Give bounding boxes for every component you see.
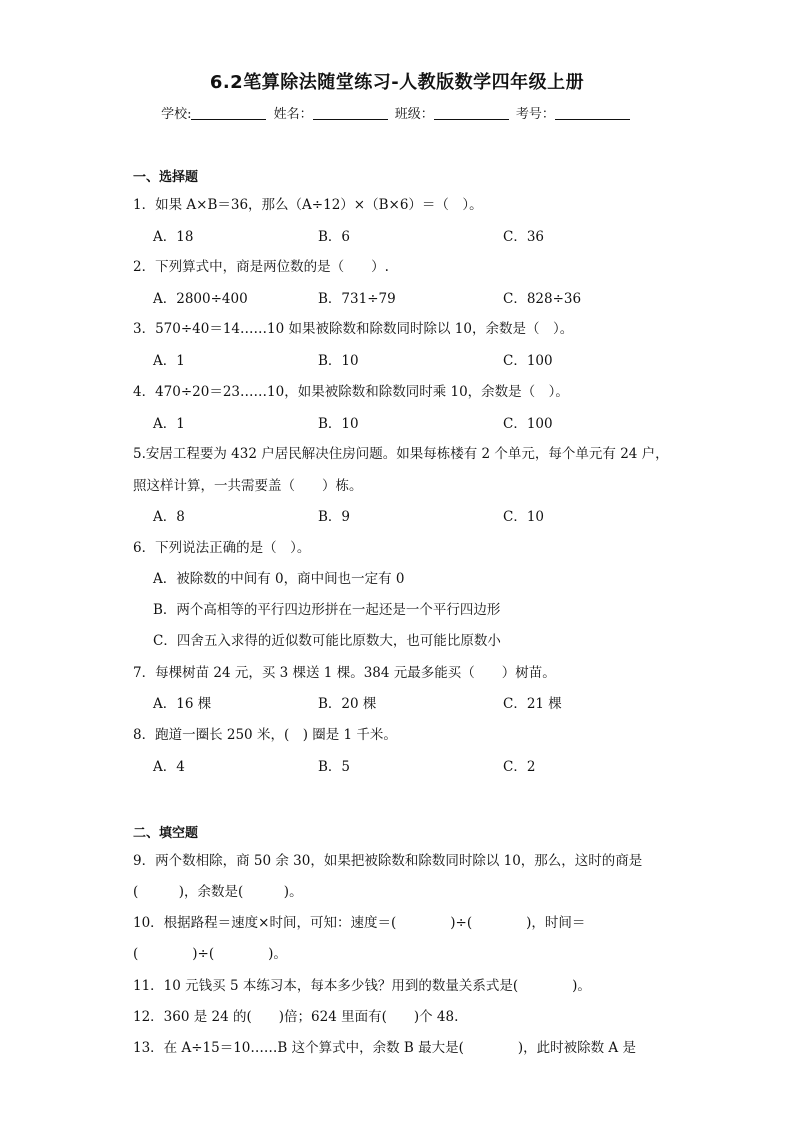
class-blank[interactable] — [434, 106, 509, 120]
q7-option-c: C．21 棵 — [503, 696, 562, 712]
q2-option-b: B．731÷79 — [318, 291, 396, 307]
student-info-row — [0, 103, 794, 122]
q3-option-c: C．100 — [503, 353, 553, 369]
section-heading-choice: 一、选择题 — [133, 170, 199, 185]
q7-option-a: A．16 棵 — [153, 696, 212, 712]
q4-option-a: A．1 — [153, 416, 185, 432]
question-5-line-2: 照这样计算，一共需要盖（ ）栋。 — [133, 478, 363, 494]
question-6: 6．下列说法正确的是（ ）。 — [133, 540, 311, 556]
question-9-line-1: 9．两个数相除，商 50 余 30，如果把被除数和除数同时除以 10，那么，这时的商是 — [133, 853, 643, 869]
q6-option-a: A．被除数的中间有 0，商中间也一定有 0 — [153, 571, 405, 587]
question-10-line-1: 10．根据路程＝速度×时间，可知：速度＝( )÷( )，时间＝ — [133, 915, 586, 931]
school-blank[interactable] — [191, 106, 266, 120]
question-8: 8．跑道一圈长 250 米，( ) 圈是 1 千米。 — [133, 727, 397, 743]
section-heading-fill-in: 二、填空题 — [133, 826, 199, 841]
question-10-line-2: ( )÷( )。 — [133, 946, 287, 962]
q1-option-b: B．6 — [318, 229, 351, 245]
question-11: 11．10 元钱买 5 本练习本，每本多少钱？用到的数量关系式是( )。 — [133, 978, 591, 994]
class-label: 班级： — [394, 107, 434, 122]
q2-option-c: C．828÷36 — [503, 291, 582, 307]
q3-option-a: A．1 — [153, 353, 185, 369]
question-9-line-2: ( )，余数是( )。 — [133, 884, 303, 900]
q5-option-c: C．10 — [503, 509, 545, 525]
question-1: 1．如果 A×B＝36，那么（A÷12）×（B×6）＝（ ）。 — [133, 197, 483, 213]
q8-option-c: C．2 — [503, 759, 536, 775]
question-12: 12．360 是 24 的( )倍；624 里面有( )个 48. — [133, 1009, 459, 1025]
q8-option-a: A．4 — [153, 759, 185, 775]
q1-option-a: A．18 — [153, 229, 194, 245]
school-label: 学校: — [161, 107, 192, 122]
q4-option-b: B．10 — [318, 416, 359, 432]
q3-option-b: B．10 — [318, 353, 359, 369]
q5-option-a: A．8 — [153, 509, 185, 525]
q8-option-b: B．5 — [318, 759, 351, 775]
q2-option-a: A．2800÷400 — [153, 291, 248, 307]
question-7: 7．每棵树苗 24 元，买 3 棵送 1 棵。384 元最多能买（ ）树苗。 — [133, 665, 556, 681]
q7-option-b: B．20 棵 — [318, 696, 377, 712]
question-4: 4．470÷20＝23……10，如果被除数和除数同时乘 10，余数是（ ）。 — [133, 384, 569, 400]
exam-no-blank[interactable] — [555, 106, 630, 120]
question-5-line-1: 5.安居工程要为 432 户居民解决住房问题。如果每栋楼有 2 个单元，每个单元有 24 户， — [133, 446, 669, 462]
name-label: 姓名： — [273, 107, 313, 122]
q6-option-b: B．两个高相等的平行四边形拼在一起还是一个平行四边形 — [153, 602, 501, 618]
question-2: 2．下列算式中，商是两位数的是（ ）. — [133, 259, 389, 275]
q5-option-b: B．9 — [318, 509, 351, 525]
q4-option-c: C．100 — [503, 416, 553, 432]
page-title: 6.2笔算除法随堂练习-人教版数学四年级上册 — [209, 72, 585, 93]
q1-option-c: C．36 — [503, 229, 545, 245]
name-blank[interactable] — [313, 106, 388, 120]
question-3: 3．570÷40＝14……10 如果被除数和除数同时除以 10，余数是（ ）。 — [133, 321, 574, 337]
question-13: 13．在 A÷15＝10……B 这个算式中，余数 B 最大是( )，此时被除数 A 是 — [133, 1040, 636, 1056]
q6-option-c: C．四舍五入求得的近似数可能比原数大，也可能比原数小 — [153, 633, 501, 649]
exam-no-label: 考号： — [515, 107, 555, 122]
